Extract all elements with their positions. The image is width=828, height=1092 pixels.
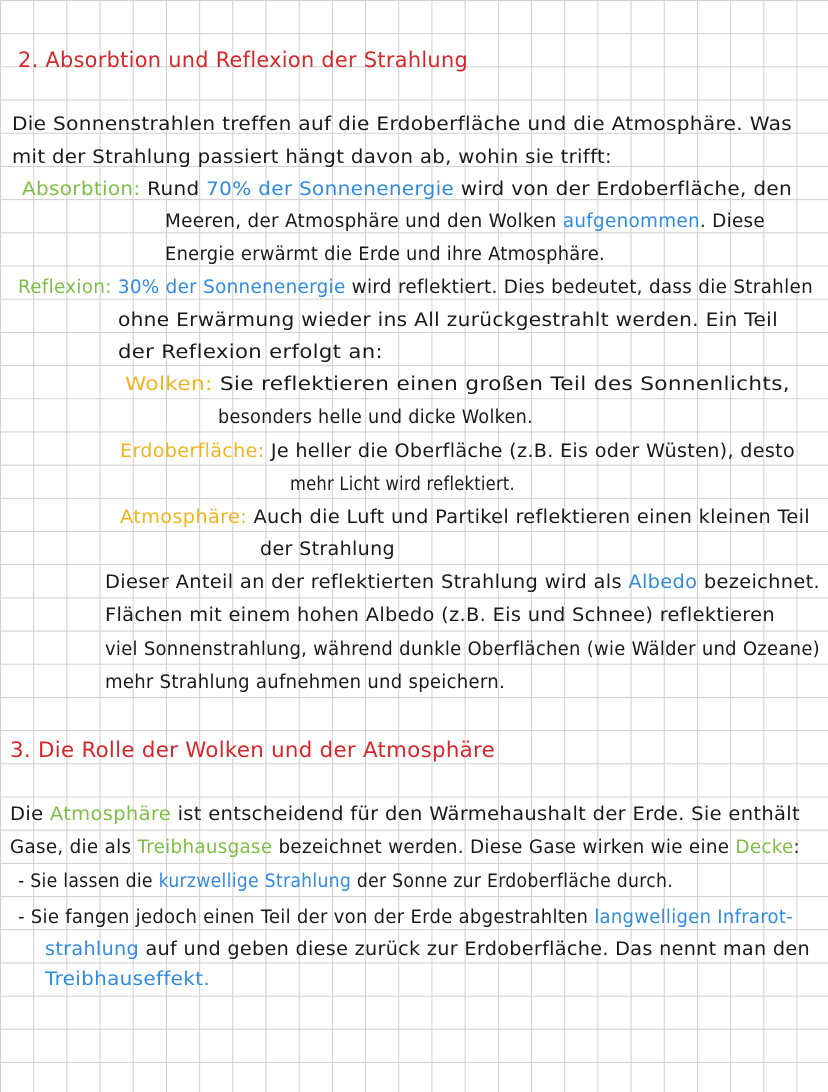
note-line [105, 671, 505, 695]
highlighted-term: strahlung [45, 939, 140, 960]
note-line [260, 538, 395, 562]
note-text: ist entscheidend für den Wärmehaushalt der Erde. Sie enthält [171, 804, 800, 825]
note-line [22, 178, 792, 202]
note-text: Die Sonnenstrahlen treffen auf die Erdoberfläche und die Atmosphäre. Was [12, 114, 792, 135]
note-line [165, 243, 605, 267]
note-line [105, 571, 820, 595]
highlighted-term: Atmosphäre: [120, 507, 248, 528]
highlighted-term: Erdoberfläche: [120, 441, 265, 462]
highlighted-term: Treibhauseffekt. [45, 969, 210, 990]
highlighted-term: Atmosphäre [49, 804, 172, 825]
highlighted-term: aufgenommen [562, 211, 700, 232]
note-line [218, 406, 533, 430]
highlighted-term: langwelligen Infrarot- [594, 907, 793, 928]
note-line [105, 638, 820, 662]
section-heading [10, 738, 495, 762]
highlighted-term: 2. Absorbtion und Reflexion der Strahlung [18, 48, 468, 72]
highlighted-term: Absorbtion: [22, 179, 141, 200]
note-text: Die [10, 804, 50, 825]
note-text: auf und geben diese zurück zur Erdoberfläche. Das nennt man den [139, 939, 810, 960]
highlighted-term: Treibhausgase [137, 837, 273, 858]
note-text: wird von der Erdoberfläche, den [454, 179, 792, 200]
note-text: wird reflektiert. Dies bedeutet, dass die Strahlen [345, 277, 813, 298]
highlighted-term: 70% der Sonnenenergie [206, 179, 455, 200]
note-text: mehr Strahlung aufnehmen und speichern. [105, 672, 505, 693]
note-line [10, 836, 800, 860]
section-heading [18, 48, 468, 72]
note-text: ohne Erwärmung wieder ins All zurückgestrahlt werden. Ein Teil [118, 310, 778, 331]
note-text: - Sie lassen die [18, 871, 159, 892]
note-text: Energie erwärmt die Erde und ihre Atmosphäre. [165, 244, 605, 265]
note-line [120, 506, 810, 530]
highlighted-term: Reflexion: [18, 277, 112, 298]
note-text: mehr Licht wird reflektiert. [290, 474, 515, 495]
note-line [45, 968, 210, 992]
note-line [290, 473, 515, 497]
note-text: Sie reflektieren einen großen Teil des Sonnenlichts, [212, 374, 791, 395]
note-line [10, 803, 800, 827]
note-text: Je heller die Oberfläche (z.B. Eis oder Wüsten), desto [264, 441, 795, 462]
note-line [18, 276, 813, 300]
note-text: der Strahlung [260, 539, 395, 560]
note-text: Flächen mit einem hohen Albedo (z.B. Eis und Schnee) reflektieren [105, 605, 775, 626]
highlighted-term: 30% der Sonnenenergie [111, 277, 346, 298]
note-line [12, 113, 792, 137]
note-text: der Sonne zur Erdoberfläche durch. [351, 871, 673, 892]
note-text: bezeichnet. [697, 572, 820, 593]
note-text: - Sie fangen jedoch einen Teil der von der Erde abgestrahlten [18, 907, 595, 928]
note-line [118, 341, 383, 365]
note-text: Gase, die als [10, 837, 138, 858]
highlighted-term: Decke [735, 837, 794, 858]
note-text: Rund [140, 179, 207, 200]
note-text: viel Sonnenstrahlung, während dunkle Oberflächen (wie Wälder und Ozeane) [105, 639, 820, 660]
highlighted-term: Albedo [628, 572, 698, 593]
note-line [45, 938, 810, 962]
note-line [12, 146, 612, 170]
note-text: der Reflexion erfolgt an: [118, 342, 383, 363]
note-text: bezeichnet werden. Diese Gase wirken wie eine [272, 837, 736, 858]
note-text: Dieser Anteil an der reflektierten Strahlung wird als [105, 572, 629, 593]
highlighted-term: 3. Die Rolle der Wolken und der Atmosphäre [10, 738, 495, 762]
note-text: mit der Strahlung passiert hängt davon ab, wohin sie trifft: [12, 147, 612, 168]
note-text: Auch die Luft und Partikel reflektieren einen kleinen Teil [247, 507, 810, 528]
note-line [18, 870, 673, 894]
highlighted-term: kurzwellige Strahlung [158, 871, 352, 892]
note-line [120, 440, 795, 464]
note-line [125, 373, 790, 397]
note-text: besonders helle und dicke Wolken. [218, 407, 533, 428]
note-text: . Diese [699, 211, 765, 232]
note-text: Meeren, der Atmosphäre und den Wolken [165, 211, 563, 232]
note-line [105, 604, 775, 628]
note-text: : [793, 837, 800, 858]
note-line [118, 309, 778, 333]
note-line [165, 210, 765, 234]
note-line [18, 906, 793, 930]
highlighted-term: Wolken: [125, 374, 213, 395]
